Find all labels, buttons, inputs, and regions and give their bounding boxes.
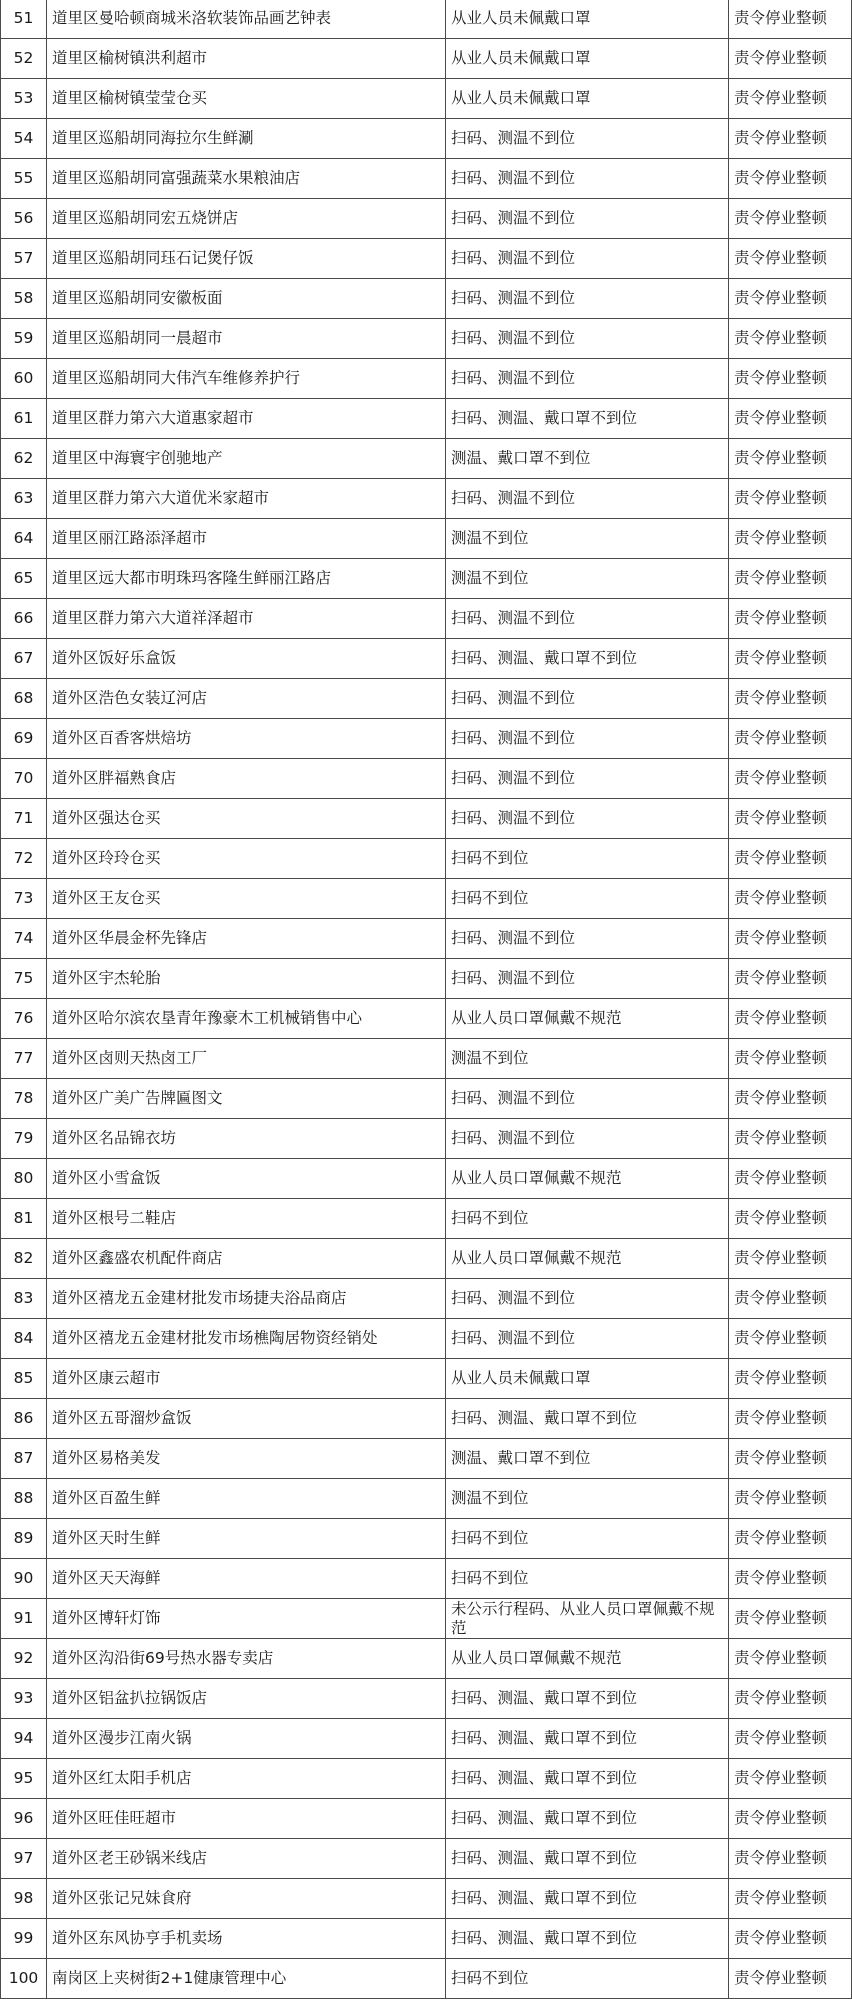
table-row — [1, 599, 852, 639]
table-row — [1, 1319, 852, 1359]
row-number-cell: 90 — [1, 1559, 47, 1599]
business-name-cell: 道外区华晨金杯先锋店 — [47, 919, 446, 959]
violation-cell: 从业人员口罩佩戴不规范 — [446, 1239, 729, 1279]
table-row — [1, 1279, 852, 1319]
action-cell: 责令停业整顿 — [729, 1279, 852, 1319]
row-number-cell: 100 — [1, 1959, 47, 1999]
violation-cell: 扫码不到位 — [446, 1959, 729, 1999]
violation-cell: 扫码、测温、戴口罩不到位 — [446, 399, 729, 439]
table-row — [1, 1479, 852, 1519]
business-name-cell: 道外区铝盆扒拉锅饭店 — [47, 1679, 446, 1719]
table-row — [1, 999, 852, 1039]
violation-cell: 扫码、测温不到位 — [446, 919, 729, 959]
business-name-cell: 道外区浩色女装辽河店 — [47, 679, 446, 719]
table-row — [1, 1079, 852, 1119]
row-number-cell: 60 — [1, 359, 47, 399]
violation-cell: 扫码、测温、戴口罩不到位 — [446, 1879, 729, 1919]
violation-cell: 扫码、测温不到位 — [446, 1319, 729, 1359]
business-name-cell: 道外区广美广告牌匾图文 — [47, 1079, 446, 1119]
business-name-cell: 道外区康云超市 — [47, 1359, 446, 1399]
business-name-cell: 道里区巡船胡同富强蔬菜水果粮油店 — [47, 159, 446, 199]
row-number-cell: 68 — [1, 679, 47, 719]
row-number-cell: 94 — [1, 1719, 47, 1759]
violation-cell: 扫码、测温不到位 — [446, 1119, 729, 1159]
business-name-cell: 道里区群力第六大道优米家超市 — [47, 479, 446, 519]
table-row — [1, 1359, 852, 1399]
business-name-cell: 道外区禧龙五金建材批发市场捷夫浴品商店 — [47, 1279, 446, 1319]
table-row — [1, 1639, 852, 1679]
business-name-cell: 道里区巡船胡同一晨超市 — [47, 319, 446, 359]
row-number-cell: 53 — [1, 79, 47, 119]
action-cell: 责令停业整顿 — [729, 1479, 852, 1519]
action-cell: 责令停业整顿 — [729, 1079, 852, 1119]
action-cell: 责令停业整顿 — [729, 919, 852, 959]
violation-cell: 从业人员未佩戴口罩 — [446, 39, 729, 79]
violation-cell: 测温不到位 — [446, 519, 729, 559]
violation-cell: 扫码、测温不到位 — [446, 959, 729, 999]
action-cell: 责令停业整顿 — [729, 159, 852, 199]
row-number-cell: 75 — [1, 959, 47, 999]
row-number-cell: 81 — [1, 1199, 47, 1239]
row-number-cell: 66 — [1, 599, 47, 639]
action-cell: 责令停业整顿 — [729, 999, 852, 1039]
business-name-cell: 道里区巡船胡同大伟汽车维修养护行 — [47, 359, 446, 399]
business-name-cell: 道外区红太阳手机店 — [47, 1759, 446, 1799]
action-cell: 责令停业整顿 — [729, 719, 852, 759]
business-name-cell: 道外区百盈生鲜 — [47, 1479, 446, 1519]
violation-cell: 扫码、测温、戴口罩不到位 — [446, 1759, 729, 1799]
violation-cell: 扫码不到位 — [446, 1519, 729, 1559]
table-row — [1, 679, 852, 719]
violation-cell: 扫码、测温不到位 — [446, 199, 729, 239]
row-number-cell: 87 — [1, 1439, 47, 1479]
business-name-cell: 道外区老王砂锅米线店 — [47, 1839, 446, 1879]
action-cell: 责令停业整顿 — [729, 279, 852, 319]
business-name-cell: 道外区玲玲仓买 — [47, 839, 446, 879]
violation-cell: 扫码、测温不到位 — [446, 239, 729, 279]
business-name-cell: 道外区饭好乐盒饭 — [47, 639, 446, 679]
business-name-cell: 道外区强达仓买 — [47, 799, 446, 839]
row-number-cell: 82 — [1, 1239, 47, 1279]
action-cell: 责令停业整顿 — [729, 679, 852, 719]
row-number-cell: 56 — [1, 199, 47, 239]
table-row — [1, 1879, 852, 1919]
business-name-cell: 道里区群力第六大道祥泽超市 — [47, 599, 446, 639]
row-number-cell: 63 — [1, 479, 47, 519]
business-name-cell: 道外区旺佳旺超市 — [47, 1799, 446, 1839]
violation-cell: 从业人员口罩佩戴不规范 — [446, 999, 729, 1039]
row-number-cell: 62 — [1, 439, 47, 479]
action-cell: 责令停业整顿 — [729, 0, 852, 39]
business-name-cell: 道里区曼哈顿商城米洛软装饰品画艺钟表 — [47, 0, 446, 39]
row-number-cell: 73 — [1, 879, 47, 919]
row-number-cell: 67 — [1, 639, 47, 679]
row-number-cell: 95 — [1, 1759, 47, 1799]
business-name-cell: 道里区巡船胡同海拉尔生鲜涮 — [47, 119, 446, 159]
action-cell: 责令停业整顿 — [729, 839, 852, 879]
table-row — [1, 1959, 852, 1999]
business-name-cell: 道外区沟沿街69号热水器专卖店 — [47, 1639, 446, 1679]
violation-cell: 未公示行程码、从业人员口罩佩戴不规范 — [446, 1599, 729, 1639]
business-name-cell: 道外区百香客烘焙坊 — [47, 719, 446, 759]
business-name-cell: 道外区博轩灯饰 — [47, 1599, 446, 1639]
table-row — [1, 239, 852, 279]
row-number-cell: 70 — [1, 759, 47, 799]
row-number-cell: 99 — [1, 1919, 47, 1959]
action-cell: 责令停业整顿 — [729, 1439, 852, 1479]
action-cell: 责令停业整顿 — [729, 1199, 852, 1239]
row-number-cell: 98 — [1, 1879, 47, 1919]
row-number-cell: 92 — [1, 1639, 47, 1679]
business-name-cell: 道外区漫步江南火锅 — [47, 1719, 446, 1759]
action-cell: 责令停业整顿 — [729, 1239, 852, 1279]
action-cell: 责令停业整顿 — [729, 1959, 852, 1999]
row-number-cell: 64 — [1, 519, 47, 559]
row-number-cell: 69 — [1, 719, 47, 759]
violation-cell: 扫码、测温不到位 — [446, 359, 729, 399]
business-name-cell: 道外区天时生鲜 — [47, 1519, 446, 1559]
table-row — [1, 359, 852, 399]
action-cell: 责令停业整顿 — [729, 799, 852, 839]
violation-cell: 测温不到位 — [446, 559, 729, 599]
row-number-cell: 55 — [1, 159, 47, 199]
violation-cell: 扫码不到位 — [446, 1199, 729, 1239]
action-cell: 责令停业整顿 — [729, 1119, 852, 1159]
violation-cell: 扫码、测温不到位 — [446, 599, 729, 639]
violation-cell: 测温、戴口罩不到位 — [446, 439, 729, 479]
business-name-cell: 道外区东风协亨手机卖场 — [47, 1919, 446, 1959]
violation-cell: 从业人员未佩戴口罩 — [446, 79, 729, 119]
row-number-cell: 59 — [1, 319, 47, 359]
business-name-cell: 道外区名品锦衣坊 — [47, 1119, 446, 1159]
row-number-cell: 74 — [1, 919, 47, 959]
row-number-cell: 54 — [1, 119, 47, 159]
violation-cell: 扫码、测温、戴口罩不到位 — [446, 1839, 729, 1879]
violation-cell: 扫码、测温、戴口罩不到位 — [446, 1399, 729, 1439]
table-row — [1, 1399, 852, 1439]
table-row — [1, 1159, 852, 1199]
table-row — [1, 1519, 852, 1559]
violation-cell: 扫码、测温不到位 — [446, 119, 729, 159]
table-row — [1, 439, 852, 479]
row-number-cell: 52 — [1, 39, 47, 79]
table-row — [1, 1719, 852, 1759]
table-row — [1, 719, 852, 759]
action-cell: 责令停业整顿 — [729, 79, 852, 119]
action-cell: 责令停业整顿 — [729, 359, 852, 399]
business-name-cell: 道外区天天海鲜 — [47, 1559, 446, 1599]
table-row — [1, 399, 852, 439]
action-cell: 责令停业整顿 — [729, 319, 852, 359]
table-row — [1, 199, 852, 239]
action-cell: 责令停业整顿 — [729, 639, 852, 679]
violation-cell: 扫码不到位 — [446, 839, 729, 879]
row-number-cell: 65 — [1, 559, 47, 599]
row-number-cell: 80 — [1, 1159, 47, 1199]
row-number-cell: 71 — [1, 799, 47, 839]
action-cell: 责令停业整顿 — [729, 519, 852, 559]
action-cell: 责令停业整顿 — [729, 239, 852, 279]
violation-cell: 从业人员未佩戴口罩 — [446, 0, 729, 39]
action-cell: 责令停业整顿 — [729, 439, 852, 479]
table-row — [1, 559, 852, 599]
action-cell: 责令停业整顿 — [729, 1319, 852, 1359]
action-cell: 责令停业整顿 — [729, 399, 852, 439]
action-cell: 责令停业整顿 — [729, 1919, 852, 1959]
business-name-cell: 道里区榆树镇洪利超市 — [47, 39, 446, 79]
row-number-cell: 76 — [1, 999, 47, 1039]
table-row — [1, 1919, 852, 1959]
action-cell: 责令停业整顿 — [729, 119, 852, 159]
table-row — [1, 1199, 852, 1239]
action-cell: 责令停业整顿 — [729, 879, 852, 919]
table-row — [1, 1599, 852, 1639]
table-row — [1, 1039, 852, 1079]
table-body — [1, 0, 852, 1999]
business-name-cell: 道外区小雪盒饭 — [47, 1159, 446, 1199]
action-cell: 责令停业整顿 — [729, 1639, 852, 1679]
row-number-cell: 72 — [1, 839, 47, 879]
table-row — [1, 1839, 852, 1879]
row-number-cell: 85 — [1, 1359, 47, 1399]
table-row — [1, 639, 852, 679]
row-number-cell: 96 — [1, 1799, 47, 1839]
violation-cell: 扫码、测温、戴口罩不到位 — [446, 1799, 729, 1839]
row-number-cell: 57 — [1, 239, 47, 279]
row-number-cell: 89 — [1, 1519, 47, 1559]
business-name-cell: 道外区哈尔滨农垦青年豫豪木工机械销售中心 — [47, 999, 446, 1039]
table-row — [1, 879, 852, 919]
business-name-cell: 道外区禧龙五金建材批发市场樵陶居物资经销处 — [47, 1319, 446, 1359]
action-cell: 责令停业整顿 — [729, 479, 852, 519]
violation-cell: 扫码、测温不到位 — [446, 1079, 729, 1119]
table-row — [1, 1439, 852, 1479]
action-cell: 责令停业整顿 — [729, 1399, 852, 1439]
violation-cell: 扫码、测温不到位 — [446, 799, 729, 839]
violation-cell: 扫码、测温、戴口罩不到位 — [446, 639, 729, 679]
business-name-cell: 道外区张记兄妹食府 — [47, 1879, 446, 1919]
violation-cell: 从业人员口罩佩戴不规范 — [446, 1639, 729, 1679]
row-number-cell: 91 — [1, 1599, 47, 1639]
action-cell: 责令停业整顿 — [729, 1519, 852, 1559]
action-cell: 责令停业整顿 — [729, 1759, 852, 1799]
violation-cell: 测温不到位 — [446, 1479, 729, 1519]
row-number-cell: 88 — [1, 1479, 47, 1519]
action-cell: 责令停业整顿 — [729, 959, 852, 999]
row-number-cell: 93 — [1, 1679, 47, 1719]
business-name-cell: 道里区榆树镇莹莹仓买 — [47, 79, 446, 119]
action-cell: 责令停业整顿 — [729, 1599, 852, 1639]
table-row — [1, 519, 852, 559]
table-row — [1, 1679, 852, 1719]
table-row — [1, 1799, 852, 1839]
violation-cell: 测温、戴口罩不到位 — [446, 1439, 729, 1479]
violation-cell: 扫码、测温、戴口罩不到位 — [446, 1719, 729, 1759]
table-row — [1, 279, 852, 319]
action-cell: 责令停业整顿 — [729, 1359, 852, 1399]
action-cell: 责令停业整顿 — [729, 759, 852, 799]
row-number-cell: 51 — [1, 0, 47, 39]
table-row — [1, 119, 852, 159]
violation-cell: 从业人员未佩戴口罩 — [446, 1359, 729, 1399]
action-cell: 责令停业整顿 — [729, 39, 852, 79]
business-name-cell: 道里区群力第六大道惠家超市 — [47, 399, 446, 439]
business-name-cell: 道外区五哥溜炒盒饭 — [47, 1399, 446, 1439]
action-cell: 责令停业整顿 — [729, 1679, 852, 1719]
action-cell: 责令停业整顿 — [729, 1839, 852, 1879]
row-number-cell: 77 — [1, 1039, 47, 1079]
row-number-cell: 58 — [1, 279, 47, 319]
action-cell: 责令停业整顿 — [729, 599, 852, 639]
action-cell: 责令停业整顿 — [729, 1719, 852, 1759]
table-row — [1, 0, 852, 39]
row-number-cell: 61 — [1, 399, 47, 439]
business-name-cell: 道里区丽江路添泽超市 — [47, 519, 446, 559]
action-cell: 责令停业整顿 — [729, 1159, 852, 1199]
table-row — [1, 839, 852, 879]
table-row — [1, 759, 852, 799]
business-name-cell: 道里区巡船胡同宏五烧饼店 — [47, 199, 446, 239]
row-number-cell: 86 — [1, 1399, 47, 1439]
row-number-cell: 84 — [1, 1319, 47, 1359]
action-cell: 责令停业整顿 — [729, 199, 852, 239]
violation-cell: 测温不到位 — [446, 1039, 729, 1079]
table-row — [1, 1759, 852, 1799]
business-name-cell: 道外区宇杰轮胎 — [47, 959, 446, 999]
business-name-cell: 道外区鑫盛农机配件商店 — [47, 1239, 446, 1279]
table-row — [1, 1119, 852, 1159]
business-name-cell: 道里区巡船胡同安徽板面 — [47, 279, 446, 319]
violation-cell: 扫码、测温不到位 — [446, 719, 729, 759]
violation-cell: 扫码不到位 — [446, 879, 729, 919]
table-row — [1, 159, 852, 199]
action-cell: 责令停业整顿 — [729, 1559, 852, 1599]
table-row — [1, 959, 852, 999]
violation-cell: 扫码、测温不到位 — [446, 319, 729, 359]
action-cell: 责令停业整顿 — [729, 1039, 852, 1079]
violation-cell: 扫码、测温不到位 — [446, 679, 729, 719]
row-number-cell: 78 — [1, 1079, 47, 1119]
business-name-cell: 道里区远大都市明珠玛客隆生鲜丽江路店 — [47, 559, 446, 599]
business-name-cell: 道外区胖福熟食店 — [47, 759, 446, 799]
table-row — [1, 799, 852, 839]
business-name-cell: 道外区卤则天热卤工厂 — [47, 1039, 446, 1079]
action-cell: 责令停业整顿 — [729, 1879, 852, 1919]
table-row — [1, 479, 852, 519]
violation-cell: 扫码不到位 — [446, 1559, 729, 1599]
violation-cell: 从业人员口罩佩戴不规范 — [446, 1159, 729, 1199]
violation-cell: 扫码、测温不到位 — [446, 1279, 729, 1319]
violation-cell: 扫码、测温不到位 — [446, 479, 729, 519]
business-name-cell: 南岗区上夹树街2+1健康管理中心 — [47, 1959, 446, 1999]
violation-cell: 扫码、测温、戴口罩不到位 — [446, 1679, 729, 1719]
business-name-cell: 道里区巡船胡同珏石记煲仔饭 — [47, 239, 446, 279]
business-name-cell: 道外区根号二鞋店 — [47, 1199, 446, 1239]
business-name-cell: 道里区中海寰宇创驰地产 — [47, 439, 446, 479]
violation-cell: 扫码、测温不到位 — [446, 159, 729, 199]
row-number-cell: 79 — [1, 1119, 47, 1159]
violation-cell: 扫码、测温不到位 — [446, 279, 729, 319]
action-cell: 责令停业整顿 — [729, 559, 852, 599]
action-cell: 责令停业整顿 — [729, 1799, 852, 1839]
table-row — [1, 319, 852, 359]
table-row — [1, 919, 852, 959]
violation-cell: 扫码、测温不到位 — [446, 759, 729, 799]
row-number-cell: 83 — [1, 1279, 47, 1319]
business-name-cell: 道外区易格美发 — [47, 1439, 446, 1479]
row-number-cell: 97 — [1, 1839, 47, 1879]
table-row — [1, 1559, 852, 1599]
business-name-cell: 道外区王友仓买 — [47, 879, 446, 919]
table-row — [1, 79, 852, 119]
violation-cell: 扫码、测温、戴口罩不到位 — [446, 1919, 729, 1959]
table-row — [1, 1239, 852, 1279]
table-row — [1, 39, 852, 79]
